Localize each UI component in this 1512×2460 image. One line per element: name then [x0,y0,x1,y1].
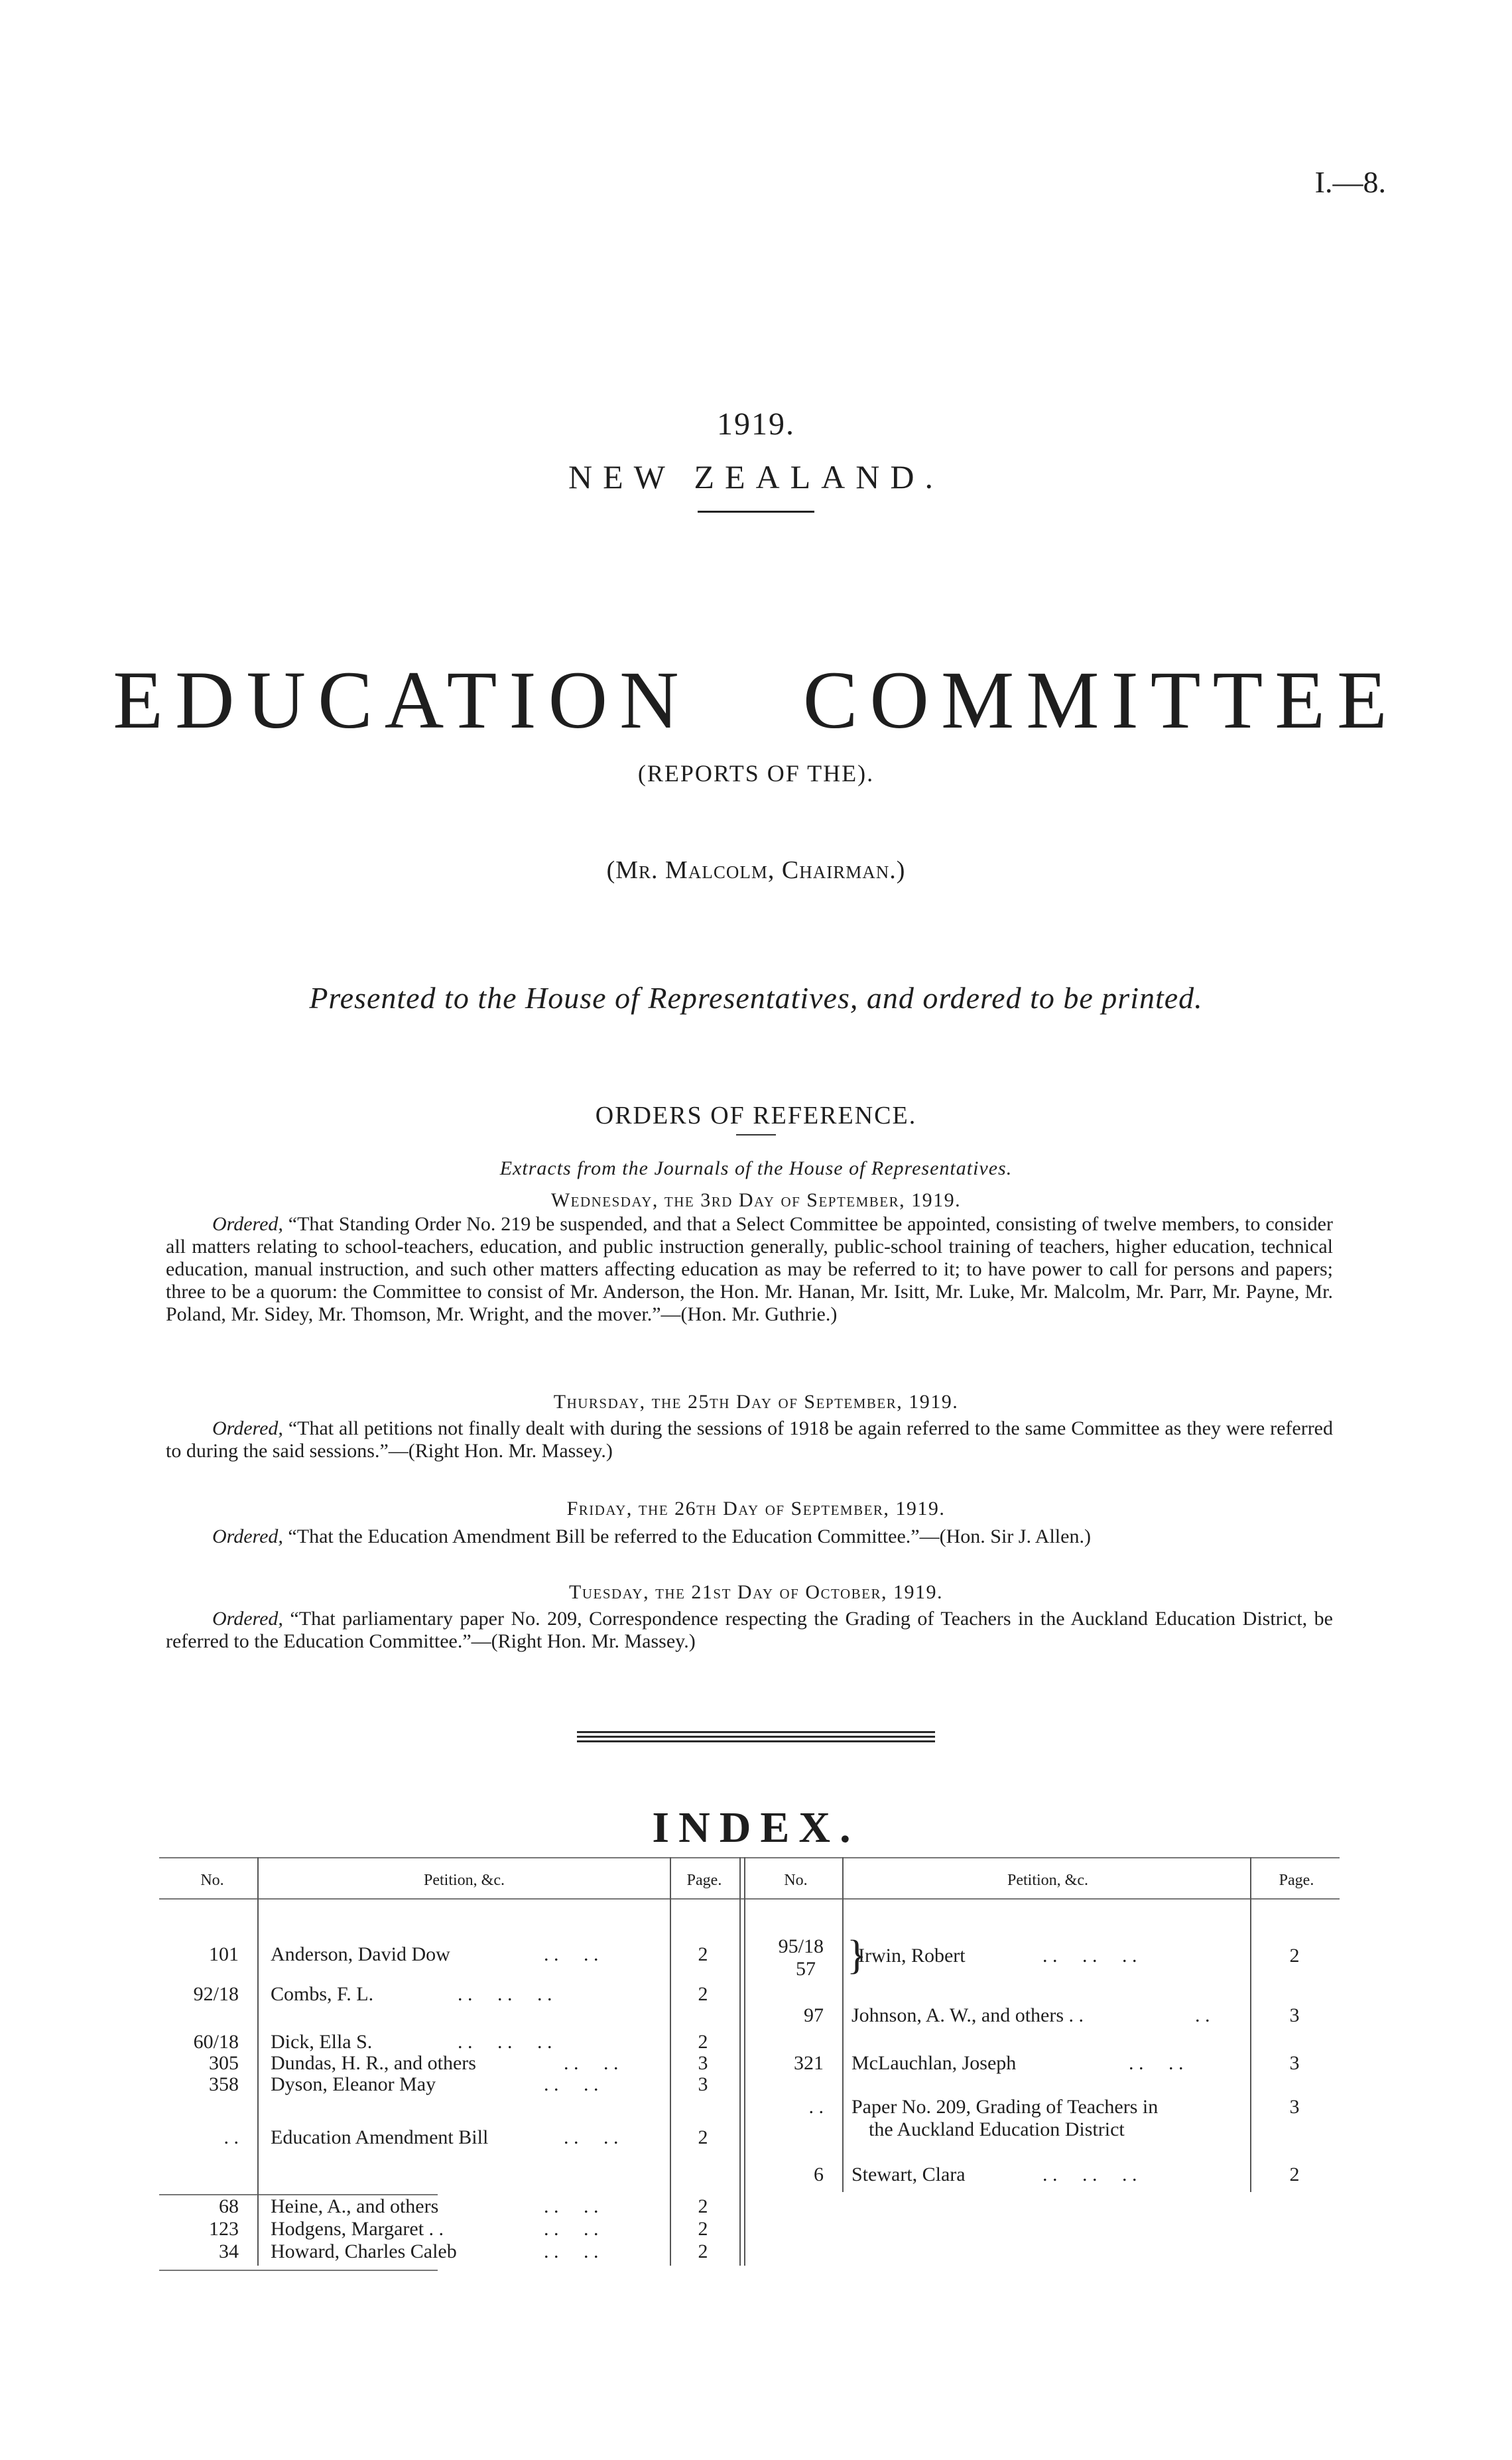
orders-heading: ORDERS OF REFERENCE. [595,1102,917,1130]
header-petition: Petition, &c. [1007,1872,1088,1889]
petition-name: Dundas, H. R., and others [271,2052,476,2074]
petition-number: 101 [209,1943,239,1965]
page-number: 3 [698,2073,708,2095]
petition-name-continued: the Auckland Education District [869,2118,1125,2140]
petition-name: Paper No. 209, Grading of Teachers in [851,2096,1159,2118]
petition-name: Heine, A., and others [271,2195,439,2217]
column-rule [744,2187,745,2266]
ordered-label: Ordered, [212,1608,283,1630]
column-rule [842,1857,844,2192]
column-rule [739,2187,741,2266]
column-rule [1250,1857,1251,2192]
page-number: 2 [698,1983,708,2005]
petition-name: Johnson, A. W., and others . . [851,2004,1084,2026]
chairman-role: Chairman [781,856,890,884]
column-rule [257,2187,259,2266]
petition-number: 95/18 [778,1935,824,1957]
chairman-prefix: (Mr. Malcolm, [606,856,782,884]
brace-icon: } [847,1933,867,1978]
page-number: 2 [698,2240,708,2262]
order-date: Friday, the 26th Day of September, 1919. [566,1498,946,1520]
ordered-label: Ordered, [212,1525,283,1547]
order-date: Wednesday, the 3rd Day of September, 1919. [550,1189,962,1211]
title-divider [698,511,814,513]
column-rule [257,1857,259,2192]
order-text: “That the Education Amendment Bill be referred to the Education Committee.”—(Hon. Sir J. Allen.) [283,1525,1091,1547]
document-subtitle: (REPORTS OF THE). [637,760,875,787]
leader-dots: . . . . [564,2052,619,2074]
page-number: 3 [1289,2096,1300,2118]
petition-number: 97 [804,2004,824,2026]
leader-dots: . . . . [544,1943,599,1965]
column-rule [670,1857,671,2192]
order-date: Thursday, the 25th Day of September, 1919. [553,1391,959,1413]
petition-number: . . [808,2096,824,2118]
petition-number: 92/18 [193,1983,239,2005]
ordered-label: Ordered, [212,1417,283,1439]
page-number: 3 [698,2052,708,2074]
petition-name: Combs, F. L. [271,1983,374,2005]
order-paragraph [166,1608,1333,1653]
index-table-continued [0,2195,1512,2275]
petition-name: McLauchlan, Joseph [851,2052,1017,2074]
header-page: Page. [686,1872,722,1889]
leader-dots: . . . . [1129,2052,1184,2074]
petition-number: 34 [219,2240,239,2262]
petition-number: 321 [794,2052,824,2074]
page-number: 3 [1289,2052,1300,2074]
leader-dots: . . . . [544,2218,599,2240]
leader-dots: . . . . . . [1042,2164,1137,2185]
chairman-suffix: .) [889,856,906,884]
index-header-rule [159,1898,1340,1900]
page-reference: I.—8. [1314,165,1386,199]
petition-name: Hodgens, Margaret . . [271,2218,444,2240]
column-rule [744,1857,745,2192]
index-table [0,1857,1512,2202]
petition-name: Stewart, Clara [851,2164,966,2185]
extracts-line: Extracts from the Journals of the House of Representatives. [499,1157,1013,1179]
petition-number-secondary: 57 [796,1958,816,1980]
page-number: 3 [1289,2004,1300,2026]
leader-dots: . . . . [544,2073,599,2095]
page-number: 2 [698,1943,708,1965]
orders-divider [736,1134,776,1135]
petition-name: Dyson, Eleanor May [271,2073,436,2095]
petition-number: 60/18 [193,2031,239,2053]
page-number: 2 [698,2126,708,2148]
document-title: EDUCATION COMMITTEE [113,655,1399,745]
order-paragraph [166,1417,1333,1462]
chairman-line [0,856,1512,885]
header-no: No. [784,1872,808,1889]
ordered-label: Ordered, [212,1213,283,1235]
order-paragraph [166,1525,1333,1548]
page-number: 2 [1289,2164,1300,2185]
order-text: “That parliamentary paper No. 209, Correspondence respecting the Grading of Teachers in the Auckland Education District, be referred to the Education Committee.”—(Right Hon. Mr. Massey.) [166,1608,1333,1652]
order-text: “That Standing Order No. 219 be suspended, and that a Select Committee be appointed, consisting of twelve members, to consider all matters relating to school-teachers, education, and public instruction generally, public-school training of teachers, higher education, technical education, manual instruction, and such other matters affecting education as may be referred to it; to have power to call for persons and papers; three to be a quorum: the Committee to consist of Mr. Anderson, the Hon. Mr. Hanan, Mr. Isitt, Mr. Luke, Mr. Malcolm, Mr. Parr, Mr. Payne, Mr. Poland, Mr. Sidey, Mr. Thomson, Mr. Wright, and the mover.”—(Hon. Mr. Guthrie.) [166,1213,1333,1325]
page-number: 2 [698,2218,708,2240]
petition-number: 305 [209,2052,239,2074]
header-no: No. [200,1872,224,1889]
document-country: NEW ZEALAND. [568,458,944,495]
leader-dots: . . . . . . [458,2031,552,2053]
leader-dots: . . [1195,2004,1210,2026]
index-top-rule [159,1857,1340,1858]
petition-number: 68 [219,2195,239,2217]
petition-name: Education Amendment Bill [271,2126,489,2148]
section-separator [577,1731,935,1745]
leader-dots: . . . . [564,2126,619,2148]
petition-name: Howard, Charles Caleb [271,2240,457,2262]
petition-name: Anderson, David Dow [271,1943,450,1965]
presented-line: Presented to the House of Representatives, and ordered to be printed. [309,981,1203,1015]
leader-dots: . . . . . . [1042,1945,1137,1967]
header-page: Page. [1279,1872,1314,1889]
page-number: 2 [698,2195,708,2217]
petition-number: 358 [209,2073,239,2095]
petition-number: 6 [814,2164,824,2185]
leader-dots: . . . . [544,2195,599,2217]
order-paragraph [166,1213,1333,1326]
page-number: 2 [1289,1945,1300,1967]
index-bottom-rule [159,2270,438,2271]
petition-name: Dick, Ella S. [271,2031,373,2053]
order-text: “That all petitions not finally dealt with during the sessions of 1918 be again referred to the same Committee as they were referred to during the said sessions.”—(Right Hon. Mr. Massey.) [166,1417,1333,1462]
index-title: INDEX. [652,1803,860,1852]
page-number: 2 [698,2031,708,2053]
petition-name: Irwin, Robert [858,1945,966,1967]
header-petition: Petition, &c. [424,1872,505,1889]
leader-dots: . . . . . . [458,1983,552,2005]
order-date: Tuesday, the 21st Day of October, 1919. [569,1581,943,1603]
document-year: 1919. [717,407,795,442]
petition-number: . . [223,2126,239,2148]
column-rule [739,1857,741,2192]
leader-dots: . . . . [544,2240,599,2262]
column-rule [670,2187,671,2266]
petition-number: 123 [209,2218,239,2240]
